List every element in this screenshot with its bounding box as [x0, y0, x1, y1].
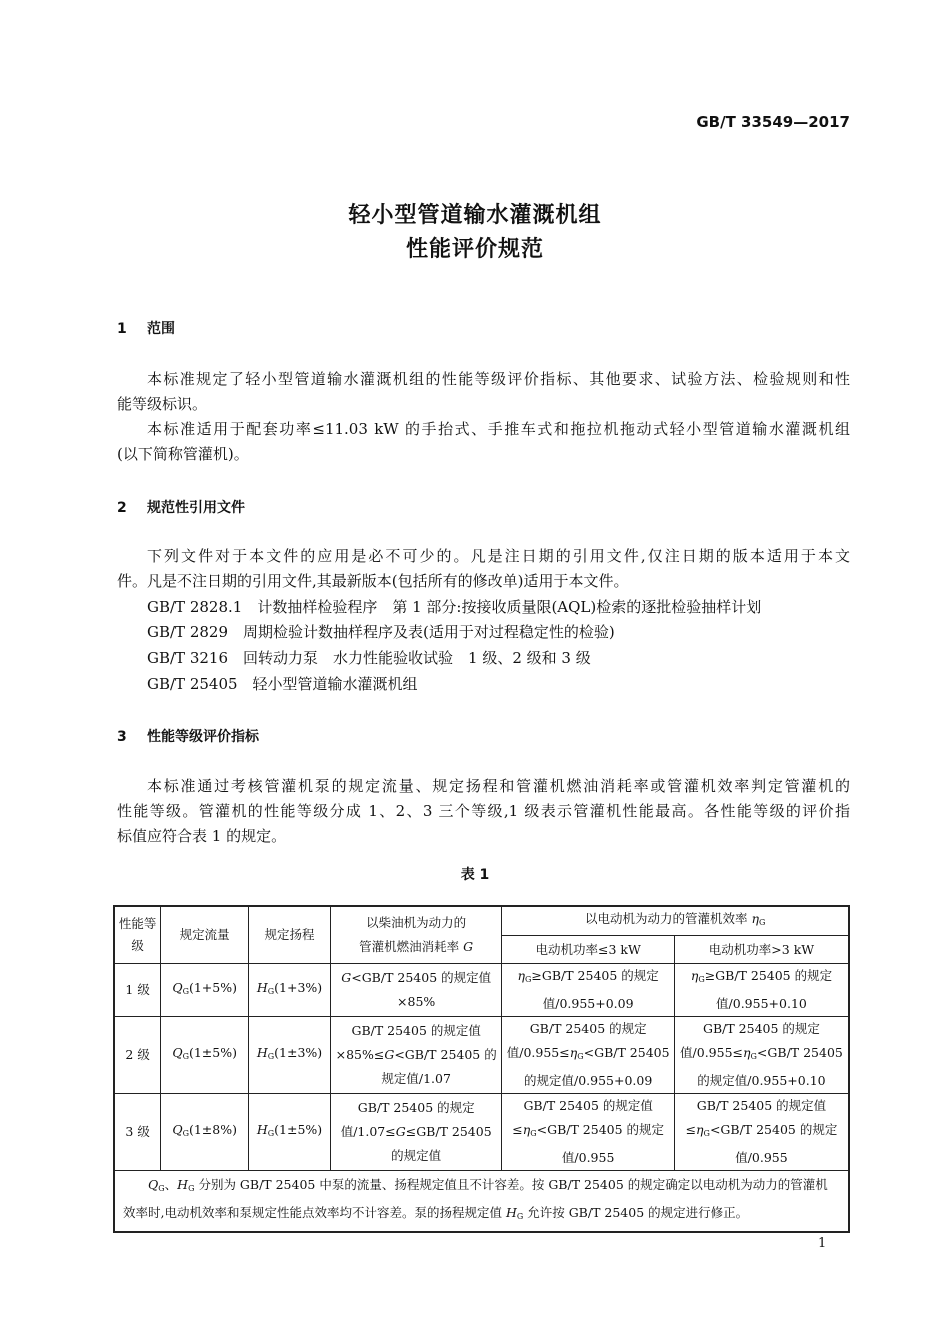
- table-row: [114, 1094, 849, 1171]
- section-heading: [117, 497, 245, 517]
- symbol: G: [341, 970, 352, 985]
- symbol: Q: [148, 1177, 159, 1192]
- subscript: G: [267, 987, 275, 996]
- header-elec-high: 电动机功率>3 kW: [674, 936, 849, 964]
- symbol: H: [256, 980, 268, 995]
- text-segment: ≤GB/T 25405 的规定值: [391, 1124, 492, 1163]
- section-number: 2: [117, 500, 127, 516]
- text-segment: GB/T 25405 的规定值/0.955≤: [506, 1021, 647, 1060]
- section-title: 范围: [147, 321, 175, 337]
- subscript: G: [182, 1129, 189, 1138]
- symbol: η: [751, 911, 759, 926]
- cell-elec-high: [674, 1017, 849, 1094]
- paragraph-line: 本标准通过考核管灌机泵的规定流量、规定扬程和管灌机燃油消耗率或管灌机效率判定管灌机的: [147, 777, 850, 795]
- section-heading: [117, 318, 175, 338]
- standard-number: GB/T 33549—2017: [696, 113, 850, 131]
- text-segment: 、: [164, 1177, 178, 1192]
- text-segment: ≥GB/T 25405 的规定值/0.955+0.09: [531, 968, 659, 1011]
- subscript: G: [703, 1129, 710, 1138]
- symbol: η: [743, 1045, 751, 1060]
- subscript: G: [758, 918, 766, 927]
- cell-grade: 2 级: [114, 1017, 161, 1094]
- subscript: G: [182, 1052, 189, 1061]
- symbol: η: [522, 1122, 531, 1137]
- cell-head: [249, 1094, 331, 1171]
- symbol: η: [696, 1122, 704, 1137]
- cell-diesel: [330, 1017, 501, 1094]
- paragraph-line: 能等级标识。: [117, 395, 208, 413]
- paragraph-line: GB/T 3216 回转动力泵 水力性能验收试验 1 级、2 级和 3 级: [147, 649, 591, 667]
- symbol: H: [256, 1122, 268, 1137]
- symbol: η: [569, 1045, 578, 1060]
- section-title: 规范性引用文件: [147, 500, 245, 516]
- section-number: 3: [117, 729, 127, 745]
- paragraph-line: GB/T 2829 周期检验计数抽样程序及表(适用于对过程稳定性的检验): [147, 623, 615, 641]
- subscript: G: [750, 1052, 757, 1061]
- cell-grade: 1 级: [114, 964, 161, 1017]
- cell-diesel: [330, 1094, 501, 1171]
- text-segment: <GB/T 25405 的规定值/0.955: [536, 1122, 665, 1165]
- symbol: H: [505, 1205, 517, 1220]
- performance-grade-table: [113, 905, 850, 1233]
- text-segment: 管灌机燃油消耗率: [359, 939, 464, 954]
- section-heading: [117, 726, 259, 746]
- text-segment: (1+5%): [188, 980, 237, 995]
- subscript: G: [188, 1184, 195, 1193]
- text-segment: <GB/T 25405 的规定值×85%: [351, 970, 492, 1009]
- header-grade: 性能等级: [114, 906, 161, 964]
- paragraph-line: 本标准规定了轻小型管道输水灌溉机组的性能等级评价指标、其他要求、试验方法、检验规则和性: [147, 370, 850, 388]
- section-title: 性能等级评价指标: [147, 729, 259, 745]
- subscript: G: [267, 1129, 275, 1138]
- symbol: G: [463, 939, 474, 954]
- page-number: 1: [818, 1236, 827, 1251]
- cell-flow: [161, 1094, 249, 1171]
- symbol: H: [256, 1045, 268, 1060]
- document-title-line1: 轻小型管道输水灌溉机组: [348, 203, 602, 228]
- text-segment: GB/T 25405 的规定值≤: [512, 1098, 653, 1137]
- text-segment: <GB/T 25405 的规定值/1.07: [381, 1047, 497, 1086]
- paragraph-line: 件。凡是不注日期的引用文件,其最新版本(包括所有的修改单)适用于本文件。: [117, 572, 629, 590]
- cell-head: [249, 1017, 331, 1094]
- cell-diesel: [330, 964, 501, 1017]
- paragraph-line: GB/T 2828.1 计数抽样检验程序 第 1 部分:按接收质量限(AQL)检索的逐批检验抽样计划: [147, 598, 762, 616]
- text-segment: (1±3%): [274, 1045, 323, 1060]
- text-segment: [123, 1177, 148, 1192]
- symbol: H: [177, 1177, 189, 1192]
- header-elec-low: 电动机功率≤3 kW: [502, 936, 675, 964]
- text-segment: ≥GB/T 25405 的规定值/0.955+0.10: [704, 968, 833, 1011]
- paragraph-line: 下列文件对于本文件的应用是必不可少的。凡是注日期的引用文件,仅注日期的版本适用于本文: [147, 547, 850, 565]
- header-electric: [502, 906, 849, 936]
- text-segment: 以柴油机为动力的: [366, 915, 467, 930]
- text-segment: 以电动机为动力的管灌机效率: [585, 911, 752, 926]
- paragraph-line: 标值应符合表 1 的规定。: [117, 827, 287, 845]
- text-segment: 分别为 GB/T 25405 中泵的流量、扬程规定值且不计容差。按 GB/T 25405 的规定确定以电动机为动力的管灌机效率时,电动机效率和泵规定性能点效率均不计容差。泵的扬程规定值: [123, 1177, 828, 1220]
- text-segment: GB/T 25405 的规定值≤: [685, 1098, 827, 1137]
- document-title-line2: 性能评价规范: [405, 237, 544, 262]
- header-flow: 规定流量: [161, 906, 249, 964]
- text-segment: <GB/T 25405 的规定值/0.955: [709, 1122, 838, 1165]
- text-segment: (1±8%): [188, 1122, 237, 1137]
- cell-grade: 3 级: [114, 1094, 161, 1171]
- symbol: G: [384, 1047, 395, 1062]
- cell-elec-high: [674, 1094, 849, 1171]
- text-segment: (1±5%): [274, 1122, 323, 1137]
- symbol: Q: [172, 980, 183, 995]
- cell-elec-low: [502, 964, 675, 1017]
- paragraph-line: 本标准适用于配套功率≤11.03 kW 的手抬式、手推车式和拖拉机拖动式轻小型管道输水灌溉机组: [147, 420, 850, 438]
- header-diesel: [330, 906, 501, 964]
- table-row: [114, 1017, 849, 1094]
- table-row: [114, 964, 849, 1017]
- symbol: η: [690, 968, 699, 983]
- paragraph-line: (以下简称管灌机)。: [117, 445, 249, 463]
- cell-head: [249, 964, 331, 1017]
- subscript: G: [698, 975, 705, 984]
- text-segment: <GB/T 25405 的规定值/0.955+0.09: [524, 1045, 670, 1088]
- text-segment: GB/T 25405 的规定值×85%≤: [335, 1023, 481, 1062]
- header-head: 规定扬程: [249, 906, 331, 964]
- symbol: Q: [172, 1045, 183, 1060]
- text-segment: GB/T 25405 的规定值/1.07≤: [340, 1100, 475, 1139]
- paragraph-line: GB/T 25405 轻小型管道输水灌溉机组: [147, 675, 418, 693]
- symbol: η: [517, 968, 525, 983]
- table-caption: 表 1: [460, 867, 490, 883]
- text-segment: GB/T 25405 的规定值/0.955≤: [680, 1021, 820, 1060]
- subscript: G: [516, 1212, 524, 1221]
- text-segment: 允许按 GB/T 25405 的规定进行修正。: [523, 1205, 749, 1220]
- text-segment: (1+3%): [274, 980, 323, 995]
- subscript: G: [577, 1052, 584, 1061]
- cell-elec-low: [502, 1017, 675, 1094]
- cell-flow: [161, 1017, 249, 1094]
- subscript: G: [182, 987, 189, 996]
- cell-elec-high: [674, 964, 849, 1017]
- paragraph-line: 性能等级。管灌机的性能等级分成 1、2、3 三个等级,1 级表示管灌机性能最高。各性能等级的评价指: [117, 802, 850, 820]
- subscript: G: [525, 975, 532, 984]
- cell-flow: [161, 964, 249, 1017]
- text-segment: (1±5%): [188, 1045, 237, 1060]
- symbol: Q: [172, 1122, 183, 1137]
- subscript: G: [267, 1052, 275, 1061]
- subscript: G: [158, 1184, 165, 1193]
- symbol: G: [395, 1124, 406, 1139]
- text-segment: <GB/T 25405 的规定值/0.955+0.10: [697, 1045, 843, 1088]
- cell-elec-low: [502, 1094, 675, 1171]
- section-number: 1: [117, 321, 127, 337]
- subscript: G: [530, 1129, 537, 1138]
- table-note: [114, 1171, 849, 1233]
